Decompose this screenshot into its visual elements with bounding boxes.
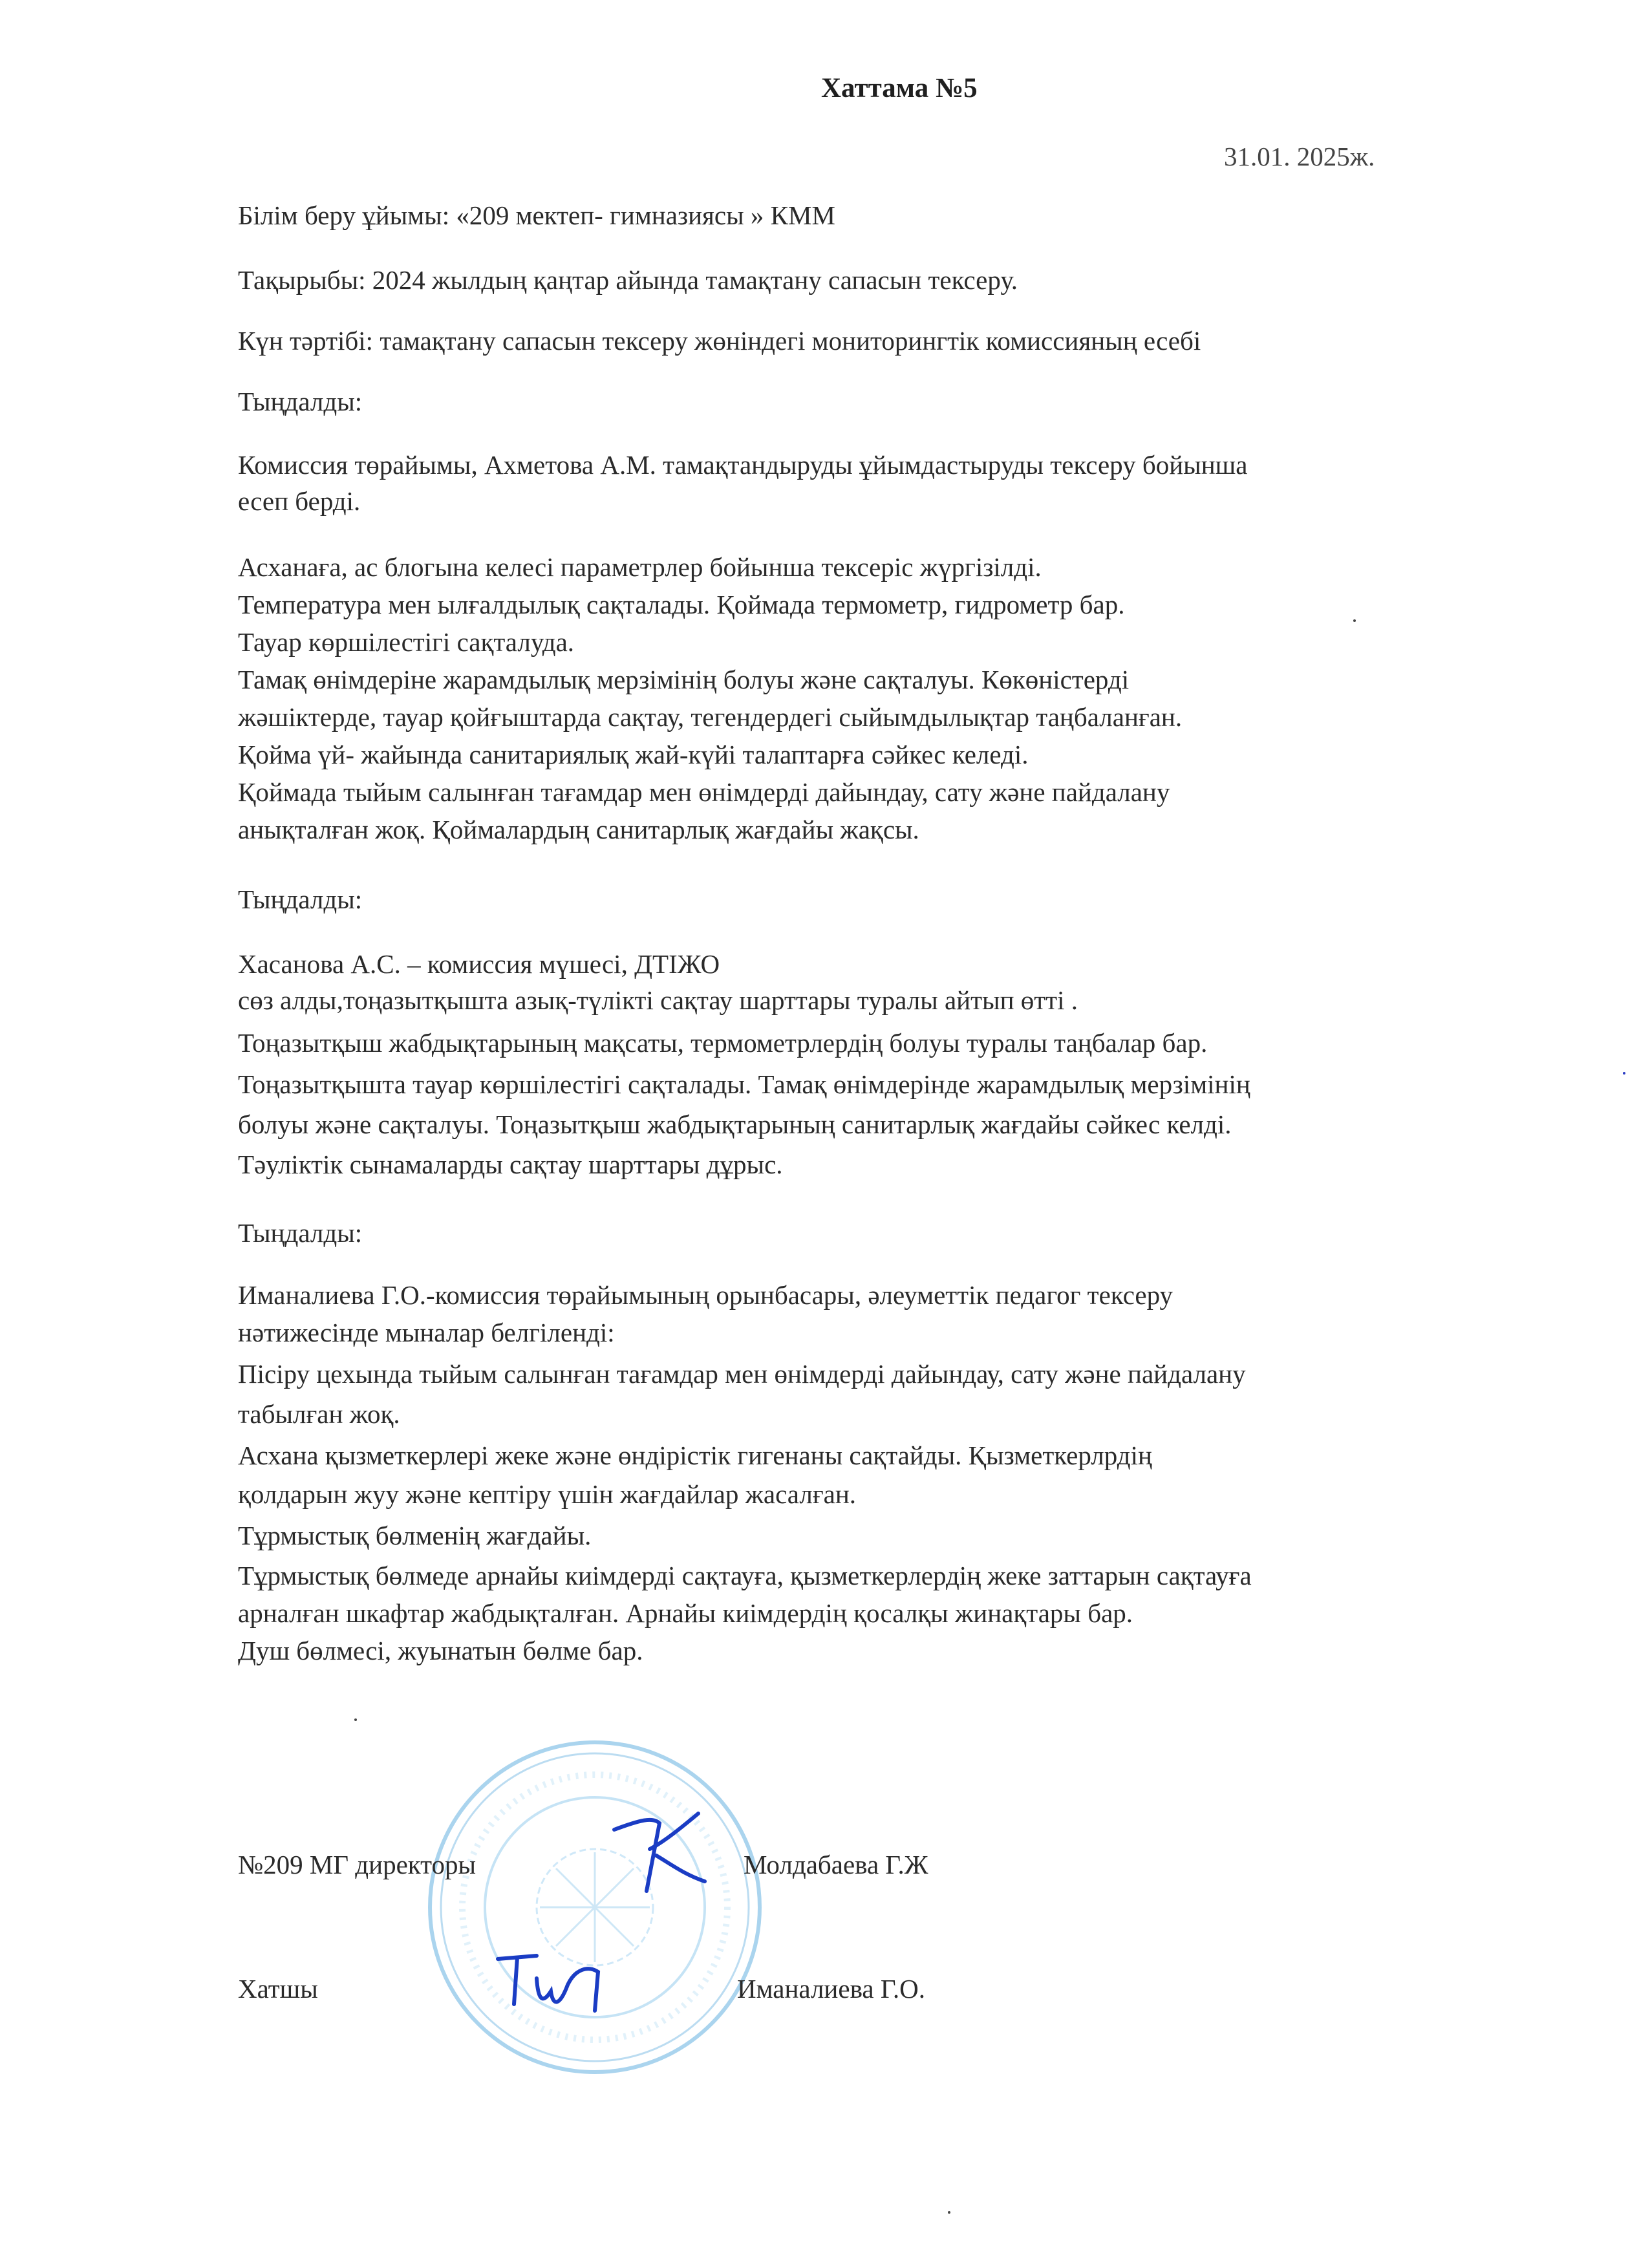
director-name: Молдабаева Г.Ж [744,1850,928,1879]
section3-line: Пісіру цехында тыйым салынған тағамдар мен өнімдерді дайындау, сату және пайдалану [238,1359,1246,1389]
section2-line: болуы және сақталуы. Тоңазытқыш жабдықтарының санитарлық жағдайы сәйкес келді. [238,1109,1232,1139]
section3-line: Тұрмыстық бөлменің жағдайы. [238,1521,592,1550]
document-title: Хаттама №5 [821,73,978,103]
section3-line: табылған жоқ. [238,1399,400,1429]
section2-line: сөз алды,тоңазытқышта азық-түлікті сақтау шарттары туралы айтып өтті . [238,985,1078,1015]
section1-body-line: жәшіктерде, тауар қойғыштарда сақтау, тегендердегі сыйымдылықтар таңбаланған. [238,702,1183,732]
section3-line: Иманалиева Г.О.-комиссия төрайымының орынбасары, әлеуметтік педагог тексеру [238,1280,1173,1310]
section1-body-line: Температура мен ылғалдылық сақталады. Қоймада термометр, гидрометр бар. [238,590,1125,619]
section3-line: қолдарын жуу және кептіру үшін жағдайлар жасалған. [238,1479,857,1509]
director-signature-icon [601,1804,711,1901]
section1-body-line: Қойма үй- жайында санитариялық жай-күйі талаптарға сәйкес келеді. [238,740,1029,769]
section2-line: Хасанова А.С. – комиссия мүшесі, ДТІЖО [238,949,720,979]
section3-line: нәтижесінде мыналар белгіленді: [238,1318,615,1347]
section1-body-line: Асханаға, ас блогына келесі параметрлер бойынша тексеріс жүргізілді. [238,552,1042,582]
section1-heading: Тыңдалды: [238,387,363,416]
section1-body-line: Тамақ өнімдеріне жарамдылық мерзімінің болуы және сақталуы. Көкөністерді [238,665,1130,694]
organization-line: Білім беру ұйымы: «209 мектеп- гимназиясы » КММ [238,200,835,230]
secretary-name: Иманалиева Г.О. [737,1974,926,2004]
section3-line: Тұрмыстық бөлмеде арнайы киімдерді сақтауға, қызметкерлердің жеке заттарын сақтауға [238,1561,1252,1590]
director-label: №209 МГ директоры [238,1850,477,1879]
scan-speck [1353,619,1356,622]
section1-body-line: анықталған жоқ. Қоймалардың санитарлық жағдайы жақсы. [238,815,919,844]
scan-speck [1623,1072,1625,1075]
section2-line: Тоңазытқыш жабдықтарының мақсаты, термометрлердің болуы туралы таңбалар бар. [238,1028,1208,1058]
secretary-signature-icon [491,1946,614,2024]
agenda-line: Күн тәртібі: тамақтану сапасын тексеру жөніндегі мониторингтік комиссияның есебі [238,326,1201,356]
scan-speck [354,1718,357,1721]
section2-line: Тоңазытқышта тауар көршілестігі сақталады. Тамақ өнімдерінде жарамдылық мерзімінің [238,1069,1250,1099]
section1-body-line: Қоймада тыйым салынған тағамдар мен өнімдерді дайындау, сату және пайдалану [238,777,1170,807]
topic-line: Тақырыбы: 2024 жылдың қаңтар айында тамақтану сапасын тексеру. [238,265,1018,295]
section2-heading: Тыңдалды: [238,884,363,914]
section1-line: есеп берді. [238,486,361,516]
secretary-label: Хатшы [238,1974,318,2004]
section3-line: Душ бөлмесі, жуынатын бөлме бар. [238,1636,643,1665]
official-stamp-icon [414,1726,776,2088]
section3-line: Асхана қызметкерлері жеке және өндірістік гигенаны сақтайды. Қызметкерлрдің [238,1440,1152,1470]
section2-line: Тәуліктік сынамаларды сақтау шарттары дұрыс. [238,1150,783,1179]
document-date: 31.01. 2025ж. [1224,142,1375,171]
section3-line: арналған шкафтар жабдықталған. Арнайы киімдердің қосалқы жинақтары бар. [238,1598,1133,1628]
scan-speck [948,2211,950,2214]
section1-line: Комиссия төрайымы, Ахметова А.М. тамақтандыруды ұйымдастыруды тексеру бойынша [238,450,1248,480]
section3-heading: Тыңдалды: [238,1218,363,1248]
section1-body-line: Тауар көршілестігі сақталуда. [238,627,575,657]
